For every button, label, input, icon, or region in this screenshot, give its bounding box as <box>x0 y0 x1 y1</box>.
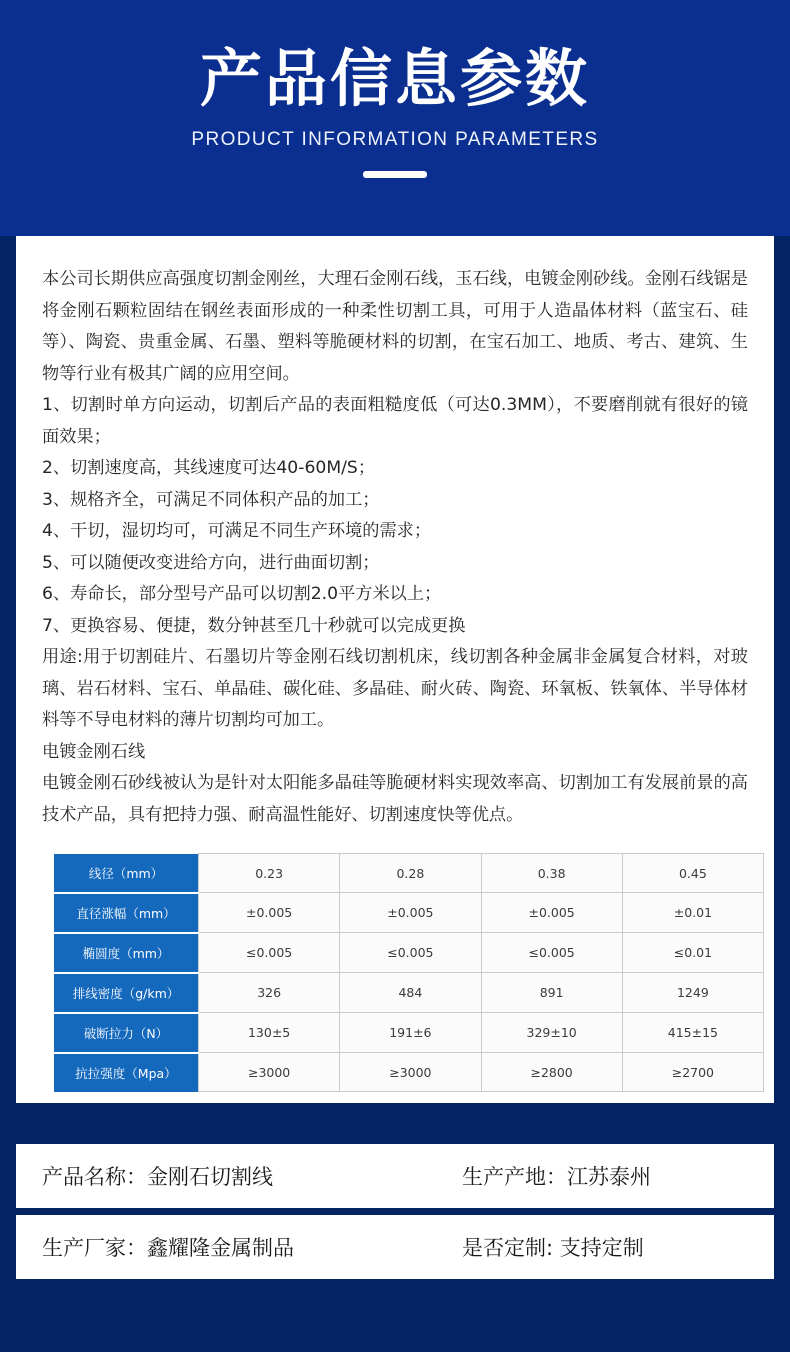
page-subtitle: PRODUCT INFORMATION PARAMETERS <box>191 129 599 151</box>
table-cell: 0.38 <box>481 854 622 893</box>
table-row-label: 破断拉力（N） <box>54 1013 199 1053</box>
table-cell: 329±10 <box>481 1013 622 1053</box>
table-row <box>54 1053 764 1092</box>
usage-paragraph: 用途:用于切割硅片、石墨切片等金刚石线切割机床，线切割各种金属非金属复合材料，对玻璃、岩石材料、宝石、单晶硅、碳化硅、多晶硅、耐火砖、陶瓷、环氧板、铁氧体、半导体材料等不导电材料的薄片切割均可加工。 <box>42 647 748 730</box>
table-cell: ≥2800 <box>481 1053 622 1092</box>
title-underline-divider <box>363 171 427 178</box>
table-cell: 891 <box>481 973 622 1013</box>
manufacturer-field: 生产厂家：鑫耀隆金属制品 <box>42 1236 294 1260</box>
table-row-label: 线径（mm） <box>54 854 199 893</box>
feature-item-6: 6、寿命长，部分型号产品可以切割2.0平方米以上； <box>42 584 442 604</box>
feature-item-2: 2、切割速度高，其线速度可达40-60M/S； <box>42 458 376 478</box>
table-cell: 0.45 <box>622 854 763 893</box>
table-cell: ≥3000 <box>340 1053 481 1092</box>
table-row <box>54 973 764 1013</box>
feature-item-3: 3、规格齐全，可满足不同体积产品的加工； <box>42 489 380 510</box>
table-row-label: 抗拉强度（Mpa） <box>54 1053 199 1092</box>
table-cell: 415±15 <box>622 1013 763 1053</box>
table-cell: ±0.005 <box>340 893 481 933</box>
table-row-label: 椭圆度（mm） <box>54 933 199 973</box>
product-name-field: 产品名称：金刚石切割线 <box>42 1165 273 1189</box>
description-body <box>42 264 748 831</box>
table-row <box>54 933 764 973</box>
page-title: 产品信息参数 <box>199 42 590 115</box>
production-origin-field: 生产产地：江苏泰州 <box>462 1165 651 1189</box>
table-cell: ±0.01 <box>622 893 763 933</box>
table-cell: 0.28 <box>340 854 481 893</box>
feature-item-4: 4、干切，湿切均可，可满足不同生产环境的需求； <box>42 521 432 541</box>
table-cell: ≤0.01 <box>622 933 763 973</box>
table-cell: ≥2700 <box>622 1053 763 1092</box>
table-cell: 0.23 <box>199 854 340 893</box>
intro-paragraph: 本公司长期供应高强度切割金刚丝，大理石金刚石线，玉石线，电镀金刚砂线。金刚石线锯是将金刚石颗粒固结在钢丝表面形成的一种柔性切割工具，可用于人造晶体材料（蓝宝石、硅等）、陶瓷、贵重金属、石墨、塑料等脆硬材料的切割，在宝石加工、地质、考古、建筑、生物等行业有极其广阔的应用空间。 <box>42 269 748 384</box>
table-cell: 191±6 <box>340 1013 481 1053</box>
feature-item-1: 1、切割时单方向运动，切割后产品的表面粗糙度低（可达0.3MM），不要磨削就有很好的镜面效果； <box>42 395 748 447</box>
table-cell: ≤0.005 <box>340 933 481 973</box>
table-row <box>54 854 764 893</box>
product-description-card <box>16 236 774 1103</box>
table-cell: ±0.005 <box>199 893 340 933</box>
table-cell: 1249 <box>622 973 763 1013</box>
table-cell: ≤0.005 <box>481 933 622 973</box>
table-row-label: 直径涨幅（mm） <box>54 893 199 933</box>
table-row-label: 排线密度（g/km） <box>54 973 199 1013</box>
table-row <box>54 893 764 933</box>
table-cell: ±0.005 <box>481 893 622 933</box>
table-cell: 484 <box>340 973 481 1013</box>
info-row-2 <box>16 1215 774 1279</box>
feature-item-7: 7、更换容易、便捷，数分钟甚至几十秒就可以完成更换 <box>42 615 466 636</box>
info-row-1 <box>16 1144 774 1208</box>
section-body: 电镀金刚石砂线被认为是针对太阳能多晶硅等脆硬材料实现效率高、切割加工有发展前景的高技术产品，具有把持力强、耐高温性能好、切割速度快等优点。 <box>42 773 748 825</box>
table-cell: 130±5 <box>199 1013 340 1053</box>
table-cell: ≥3000 <box>199 1053 340 1092</box>
product-info-panel <box>16 1144 774 1287</box>
table-row <box>54 1013 764 1053</box>
page-header <box>0 0 790 236</box>
table-cell: ≤0.005 <box>199 933 340 973</box>
feature-item-5: 5、可以随便改变进给方向，进行曲面切割； <box>42 552 380 573</box>
section-heading: 电镀金刚石线 <box>42 741 146 762</box>
table-cell: 326 <box>199 973 340 1013</box>
specification-table <box>54 853 764 1092</box>
customization-field: 是否定制: 支持定制 <box>462 1236 644 1260</box>
